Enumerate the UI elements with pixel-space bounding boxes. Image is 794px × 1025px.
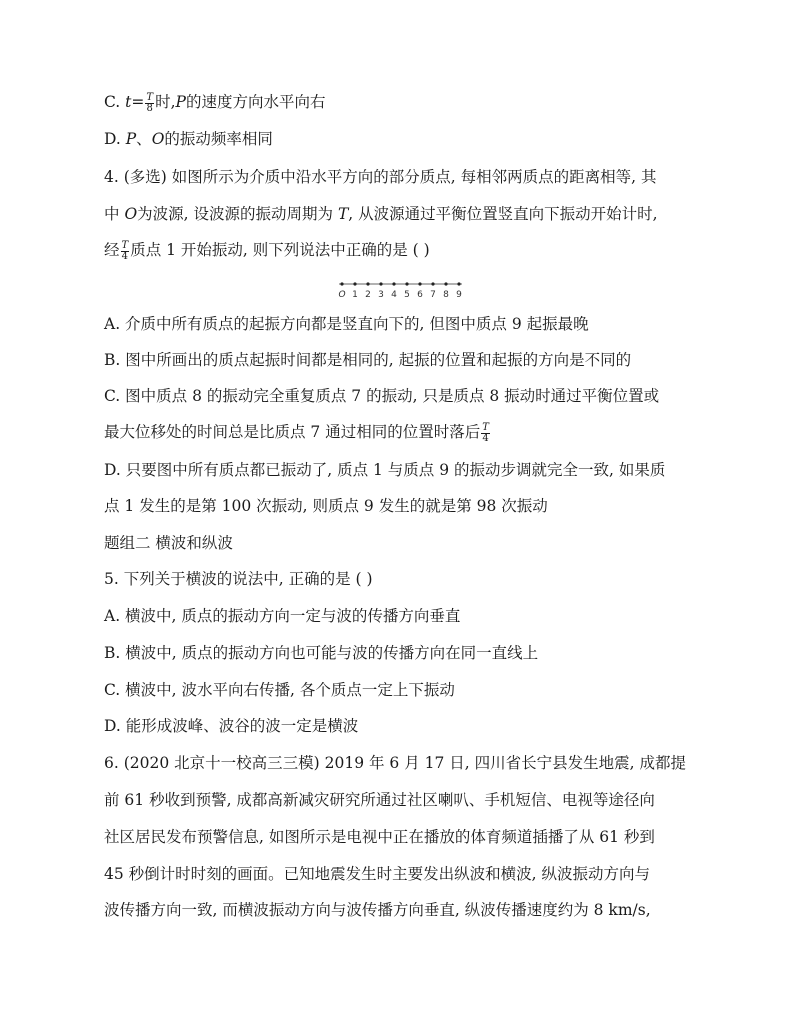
- particle-axis-figure: [334, 276, 464, 300]
- q4-option-b: B. 图中所画出的质点起振时间都是相同的, 起振的位置和起振的方向是不同的: [104, 351, 632, 369]
- particle-label-0: O: [338, 290, 346, 300]
- particle-label-8: 8: [443, 290, 449, 300]
- fraction-t-over-4-c: $\frac{T}{4}$: [482, 421, 489, 444]
- particle-dot-3: [379, 282, 382, 285]
- q4-stem-line1: 4. (多选) 如图所示为介质中沿水平方向的部分质点, 每相邻两质点的距离相等, 其: [104, 168, 657, 186]
- particle-dot-7: [431, 282, 434, 285]
- particle-axis-svg: [334, 276, 464, 300]
- q4-option-a: A. 介质中所有质点的起振方向都是竖直向下的, 但图中质点 9 起振最晚: [104, 315, 589, 333]
- particle-label-5: 5: [404, 290, 410, 300]
- q4-stem-line2: 中 O为波源, 设波源的振动周期为 T, 从波源通过平衡位置竖直向下振动开始计时,: [104, 205, 658, 223]
- q6-line4: 45 秒倒计时时刻的画面。已知地震发生时主要发出纵波和横波, 纵波振动方向与: [104, 865, 651, 883]
- q4-stem-line3: 经 $\frac{T}{4}$ 质点 1 开始振动, 则下列说法中正确的是 ( ): [104, 239, 430, 262]
- fraction-t-over-8: $\frac{T}{8}$: [146, 91, 154, 114]
- particle-dot-9: [457, 282, 460, 285]
- q5-option-a: A. 横波中, 质点的振动方向一定与波的传播方向垂直: [104, 607, 461, 625]
- q4-option-c-line1: C. 图中质点 8 的振动完全重复质点 7 的振动, 只是质点 8 振动时通过平衡位置或: [104, 387, 660, 405]
- particle-label-1: 1: [352, 290, 358, 300]
- q4-option-d-line2: 点 1 发生的是第 100 次振动, 则质点 9 发生的就是第 98 次振动: [104, 497, 548, 515]
- particle-label-7: 7: [430, 290, 436, 300]
- q5-stem: 5. 下列关于横波的说法中, 正确的是 ( ): [104, 570, 373, 588]
- q4-option-d-line1: D. 只要图中所有质点都已振动了, 质点 1 与质点 9 的振动步调就完全一致, 如果质: [104, 461, 666, 479]
- q3-option-d: D. P、O的振动频率相同: [104, 130, 273, 148]
- particle-label-4: 4: [391, 290, 397, 300]
- particle-dot-4: [392, 282, 395, 285]
- particle-label-2: 2: [365, 290, 371, 300]
- particle-dot-2: [366, 282, 369, 285]
- particle-dot-1: [353, 282, 356, 285]
- q5-option-c: C. 横波中, 波水平向右传播, 各个质点一定上下振动: [104, 681, 455, 699]
- particle-label-6: 6: [417, 290, 423, 300]
- q6-line1: 6. (2020 北京十一校高三三模) 2019 年 6 月 17 日, 四川省长宁县发生地震, 成都提: [104, 754, 686, 772]
- q6-line5: 波传播方向一致, 而横波振动方向与波传播方向垂直, 纵波传播速度约为 8 km/s,: [104, 901, 651, 919]
- q5-option-b: B. 横波中, 质点的振动方向也可能与波的传播方向在同一直线上: [104, 644, 539, 662]
- q6-line2: 前 61 秒收到预警, 成都高新减灾研究所通过社区喇叭、手机短信、电视等途径向: [104, 791, 655, 809]
- q4-option-c-line2: 最大位移处的时间总是比质点 7 通过相同的位置时落后 $\frac{T}{4}$: [104, 421, 489, 444]
- fraction-t-over-4: $\frac{T}{4}$: [121, 239, 129, 262]
- q6-line3: 社区居民发布预警信息, 如图所示是电视中正在播放的体育频道插播了从 61 秒到: [104, 828, 655, 846]
- particle-dot-0: [340, 282, 343, 285]
- q5-option-d: D. 能形成波峰、波谷的波一定是横波: [104, 717, 359, 735]
- particle-dot-8: [444, 282, 447, 285]
- particle-label-3: 3: [378, 290, 384, 300]
- q3-option-c: C. t= $\frac{T}{8}$ 时,P的速度方向水平向右: [104, 91, 326, 114]
- particle-dot-6: [418, 282, 421, 285]
- particle-dot-5: [405, 282, 408, 285]
- particle-label-9: 9: [456, 290, 462, 300]
- group-2-title: 题组二 横波和纵波: [104, 534, 233, 552]
